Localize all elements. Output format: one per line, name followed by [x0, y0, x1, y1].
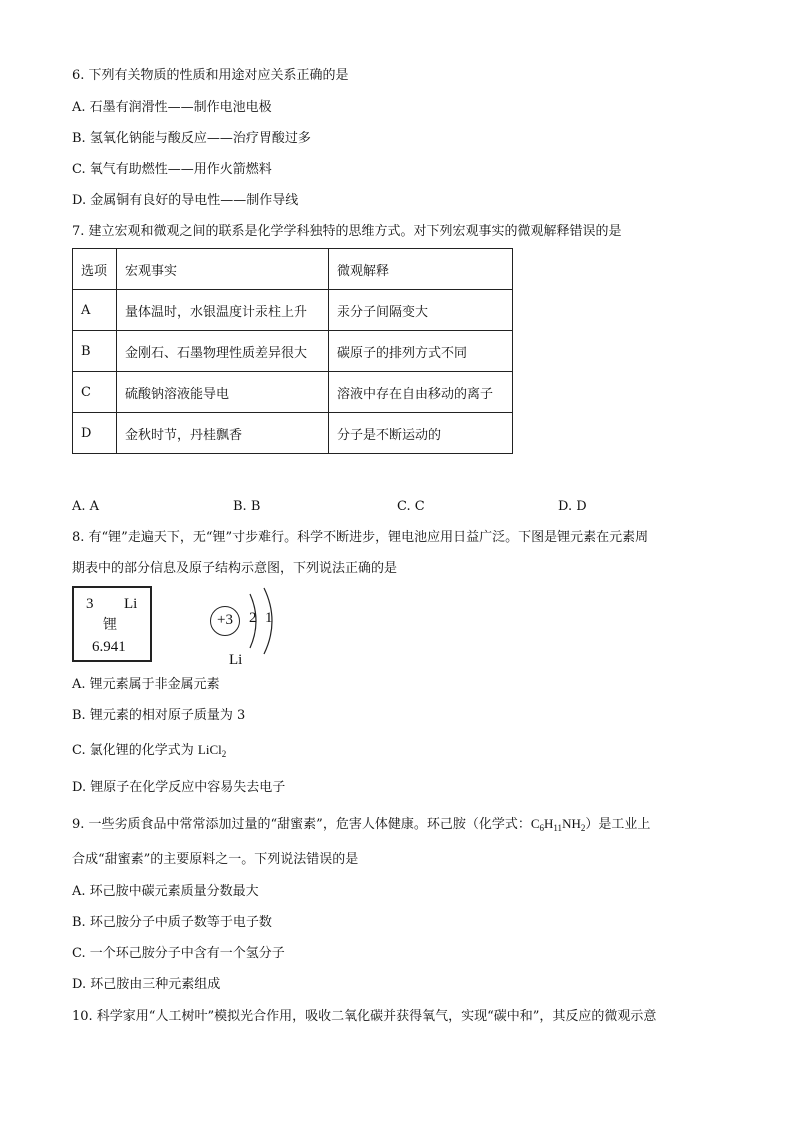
q9-stem-part2: ）是工业上 [585, 817, 651, 832]
q9-option-a: A. 环己胺中碳元素质量分数最大 [72, 884, 259, 899]
q9-stem-line2: 合成“甜蜜素”的主要原料之一。下列说法错误的是 [72, 852, 359, 867]
table-cell: C [73, 372, 117, 413]
q7-stem: 7. 建立宏观和微观之间的联系是化学学科独特的思维方式。对下列宏观事实的微观解释错误的是 [72, 224, 622, 239]
table-cell: 量体温时，水银温度计汞柱上升 [117, 290, 329, 331]
formula-licl2 [198, 742, 226, 757]
q6-option-a: A. 石墨有润滑性——制作电池电极 [72, 100, 272, 115]
formula-c6h11nh2 [531, 816, 586, 831]
q10-stem: 10. 科学家用“人工树叶”模拟光合作用，吸收二氧化碳并获得氧气，实现“碳中和”，其反应的微观示意 [72, 1009, 657, 1024]
table-row [73, 290, 513, 331]
atom-nucleus: +3 [210, 606, 240, 636]
element-symbol: Li [124, 596, 138, 612]
table-cell: B [73, 331, 117, 372]
q6-stem: 6. 下列有关物质的性质和用途对应关系正确的是 [72, 68, 349, 83]
table-header-cell: 微观解释 [329, 249, 513, 290]
outer-shell-electrons: 1 [265, 610, 273, 626]
q6-option-b: B. 氢氧化钠能与酸反应——治疗胃酸过多 [72, 131, 311, 146]
table-cell: 汞分子间隔变大 [329, 290, 513, 331]
q9-stem-part1: 9. 一些劣质食品中常常添加过量的“甜蜜素”，危害人体健康。环己胺（化学式： [72, 817, 531, 832]
table-cell: 分子是不断运动的 [329, 413, 513, 454]
formula-part: NH [562, 816, 581, 831]
atomic-mass: 6.941 [92, 639, 126, 655]
table-cell: 金秋时节，丹桂飘香 [117, 413, 329, 454]
inner-shell-electrons: 2 [249, 610, 257, 626]
formula-subscript: 2 [580, 823, 586, 833]
table-header-cell: 宏观事实 [117, 249, 329, 290]
formula-part: C [530, 816, 540, 831]
q7-choice-c: C. C [397, 499, 425, 514]
table-cell: A [73, 290, 117, 331]
table-header-cell: 选项 [73, 249, 117, 290]
table-row [73, 372, 513, 413]
table-cell: 溶液中存在自由移动的离子 [329, 372, 513, 413]
table-header-row [73, 249, 513, 290]
formula-subscript: 6 [539, 823, 544, 833]
q7-choice-a: A. A [72, 499, 100, 514]
atom-label: Li [229, 652, 243, 668]
table-cell: D [73, 413, 117, 454]
table-row [73, 413, 513, 454]
atomic-number: 3 [86, 596, 94, 612]
q8-option-c [72, 741, 226, 763]
q8-stem-line2: 期表中的部分信息及原子结构示意图，下列说法正确的是 [72, 561, 398, 576]
table-row [73, 331, 513, 372]
q7-table [72, 248, 513, 454]
formula-part: H [544, 816, 554, 831]
table-cell: 硫酸钠溶液能导电 [117, 372, 329, 413]
q6-option-d: D. 金属铜有良好的导电性——制作导线 [72, 193, 299, 208]
formula-subscript: 2 [221, 749, 227, 759]
q8-option-d: D. 锂原子在化学反应中容易失去电子 [72, 780, 286, 795]
q9-option-b: B. 环己胺分子中质子数等于电子数 [72, 915, 272, 930]
periodic-table-cell [72, 586, 152, 662]
q9-option-d: D. 环己胺由三种元素组成 [72, 977, 221, 992]
formula-subscript: 11 [553, 823, 563, 833]
q8-stem-line1: 8. 有“锂”走遍天下，无“锂”寸步难行。科学不断进步，锂电池应用日益广泛。下图是锂元素在元素周 [72, 530, 649, 545]
q8-option-b: B. 锂元素的相对原子质量为 3 [72, 708, 246, 723]
q7-choice-b: B. B [233, 499, 261, 514]
table-cell: 金刚石、石墨物理性质差异很大 [117, 331, 329, 372]
q9-option-c: C. 一个环己胺分子中含有一个氢分子 [72, 946, 285, 961]
q8-option-a: A. 锂元素属于非金属元素 [72, 677, 220, 692]
q7-choice-d: D. D [558, 499, 587, 514]
q8-option-c-text: C. 氯化锂的化学式为 [72, 743, 198, 758]
element-name: 锂 [103, 617, 117, 633]
formula-main: LiCl [197, 742, 222, 757]
q6-option-c: C. 氧气有助燃性——用作火箭燃料 [72, 162, 272, 177]
table-cell: 碳原子的排列方式不同 [329, 331, 513, 372]
q9-stem-line1 [72, 815, 650, 837]
